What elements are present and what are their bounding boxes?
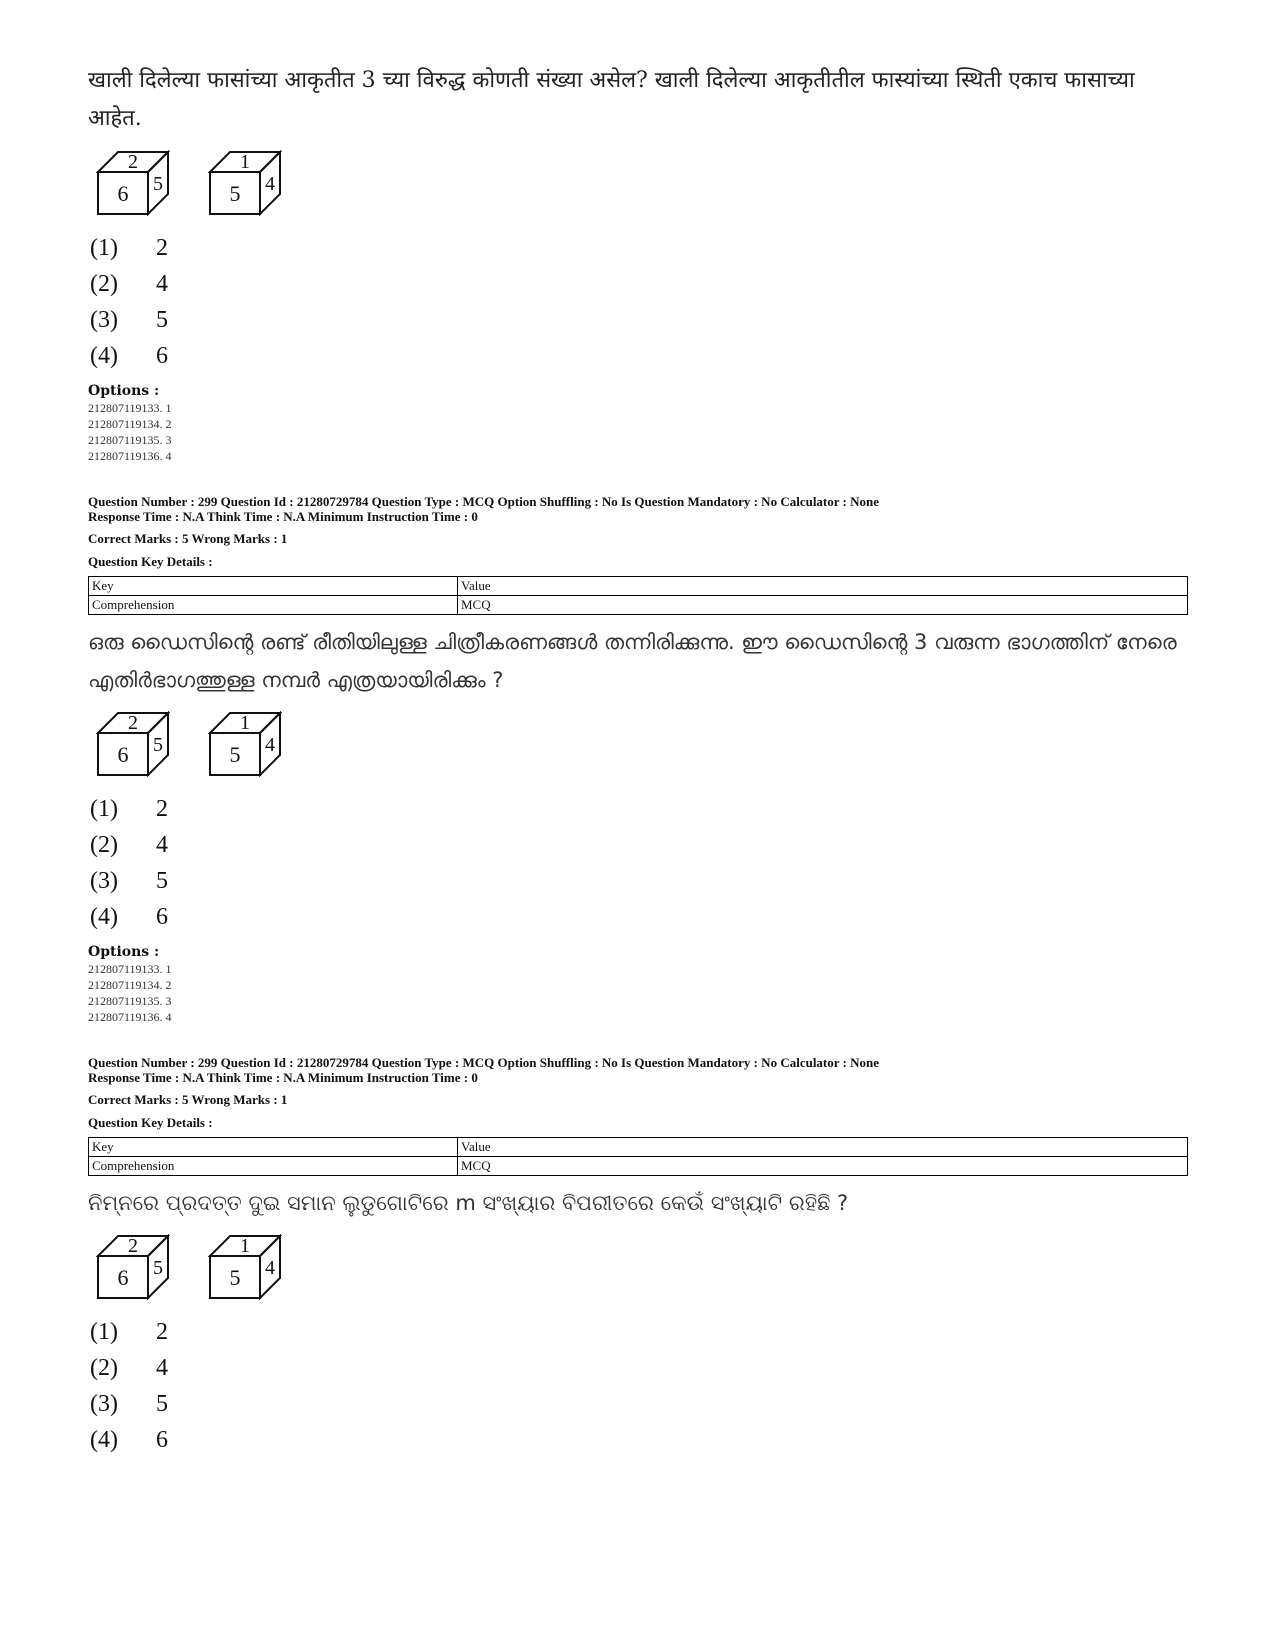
key-table [88,576,1188,615]
die-top-face: 2 [128,1235,138,1257]
option-id: 212807119133. 1 [88,962,172,976]
options-label: Options : [88,383,160,399]
options-label: Options : [88,944,160,960]
meta-line-2: Response Time : N.A Think Time : N.A Minimum Instruction Time : 0 [88,1070,478,1085]
key-details-label: Question Key Details : [88,554,213,569]
document-page [88,62,1188,1458]
option-id: 212807119136. 4 [88,1010,172,1024]
answer-options [90,230,1188,374]
die-view-1 [96,711,170,783]
dice-figure [96,711,1188,783]
option-id: 212807119135. 3 [88,994,172,1008]
dice-figure [96,150,1188,222]
option-item [90,863,1188,899]
option-value: 6 [156,904,168,930]
option-number: (1) [90,235,118,261]
option-value: 2 [156,1319,168,1345]
option-number: (3) [90,868,118,894]
option-number: (1) [90,796,118,822]
die-side-face: 5 [153,173,163,195]
question-meta [88,494,1188,524]
value-header: Value [458,1138,1188,1157]
die-side-face: 5 [153,734,163,756]
option-item [90,1386,1188,1422]
key-header: Key [89,1138,458,1157]
option-item [90,1350,1188,1386]
marks-line: Correct Marks : 5 Wrong Marks : 1 [88,531,288,546]
key-table [88,1137,1188,1176]
die-front-face: 6 [117,181,129,206]
key-header: Key [89,577,458,596]
option-item [90,1422,1188,1458]
option-number: (4) [90,1427,118,1453]
die-view-2 [208,1234,282,1306]
option-item [90,302,1188,338]
answer-options [90,1314,1188,1458]
option-item [90,791,1188,827]
die-front-face: 6 [117,742,129,767]
question-block-2 [88,494,1188,1025]
option-number: (3) [90,1391,118,1417]
key-cell: Comprehension [89,1157,458,1176]
dice-figure [96,1234,1188,1306]
option-value: 5 [156,868,168,894]
die-front-face: 5 [229,181,241,206]
die-front-face: 5 [229,1265,241,1290]
die-top-face: 1 [240,151,250,173]
die-view-2 [208,711,282,783]
option-item [90,827,1188,863]
option-value: 4 [156,832,168,858]
die-view-1 [96,150,170,222]
die-front-face: 6 [117,1265,129,1290]
question-text: ନିମ୍ନରେ ପ୍ରଦତ୍ତ ଦୁଇ ସମାନ ଲୁଡୁଗୋଟିରେ m ସଂଖ୍ୟାର ବିପରୀତରେ କେଉଁ ସଂଖ୍ୟାଟି ରହିଛି ? [88,1191,849,1215]
die-side-face: 4 [265,173,275,195]
option-item [90,1314,1188,1350]
option-value: 5 [156,1391,168,1417]
option-value: 6 [156,343,168,369]
option-id: 212807119136. 4 [88,449,172,463]
option-value: 5 [156,307,168,333]
die-top-face: 2 [128,151,138,173]
meta-line-2: Response Time : N.A Think Time : N.A Minimum Instruction Time : 0 [88,509,478,524]
option-value: 4 [156,1355,168,1381]
die-top-face: 2 [128,712,138,734]
option-value: 2 [156,796,168,822]
value-cell: MCQ [458,1157,1188,1176]
die-top-face: 1 [240,712,250,734]
die-view-2 [208,150,282,222]
answer-options [90,791,1188,935]
option-number: (2) [90,271,118,297]
option-id: 212807119134. 2 [88,978,172,992]
die-side-face: 4 [265,1257,275,1279]
option-id: 212807119133. 1 [88,401,172,415]
option-item [90,338,1188,374]
value-cell: MCQ [458,596,1188,615]
question-text: ഒരു ഡൈസിന്റെ രണ്ട് രീതിയിലുള്ള ചിത്രീകരണങ്ങൾ തന്നിരിക്കുന്നു. ഈ ഡൈസിന്റെ 3 വരുന്ന ഭാഗത്തിന് നേരെ എതിർഭാഗത്തുള്ള നമ്പർ എത്രയായിരിക്കും ? [88,630,1177,692]
option-value: 2 [156,235,168,261]
die-top-face: 1 [240,1235,250,1257]
value-header: Value [458,577,1188,596]
option-item [90,899,1188,935]
option-number: (2) [90,1355,118,1381]
question-text: खाली दिलेल्या फासांच्या आकृतीत 3 च्या विरुद्ध कोणती संख्या असेल? खाली दिलेल्या आकृतीतील फास्यांच्या स्थिती एकाच फासाच्या आहेत. [88,68,1135,131]
option-value: 6 [156,1427,168,1453]
option-number: (4) [90,343,118,369]
key-cell: Comprehension [89,596,458,615]
marks-line: Correct Marks : 5 Wrong Marks : 1 [88,1092,288,1107]
option-number: (1) [90,1319,118,1345]
option-item [90,266,1188,302]
question-block-3 [88,1055,1188,1458]
option-item [90,230,1188,266]
question-meta [88,1055,1188,1085]
meta-line-1: Question Number : 299 Question Id : 21280729784 Question Type : MCQ Option Shuffling : No Is Question Mandatory : No Calculator : None [88,1055,880,1070]
key-details-label: Question Key Details : [88,1115,213,1130]
option-number: (3) [90,307,118,333]
die-front-face: 5 [229,742,241,767]
option-number: (4) [90,904,118,930]
option-value: 4 [156,271,168,297]
die-side-face: 4 [265,734,275,756]
option-id: 212807119135. 3 [88,433,172,447]
meta-line-1: Question Number : 299 Question Id : 21280729784 Question Type : MCQ Option Shuffling : No Is Question Mandatory : No Calculator : None [88,494,880,509]
option-id: 212807119134. 2 [88,417,172,431]
die-side-face: 5 [153,1257,163,1279]
question-block-1 [88,62,1188,464]
option-number: (2) [90,832,118,858]
die-view-1 [96,1234,170,1306]
